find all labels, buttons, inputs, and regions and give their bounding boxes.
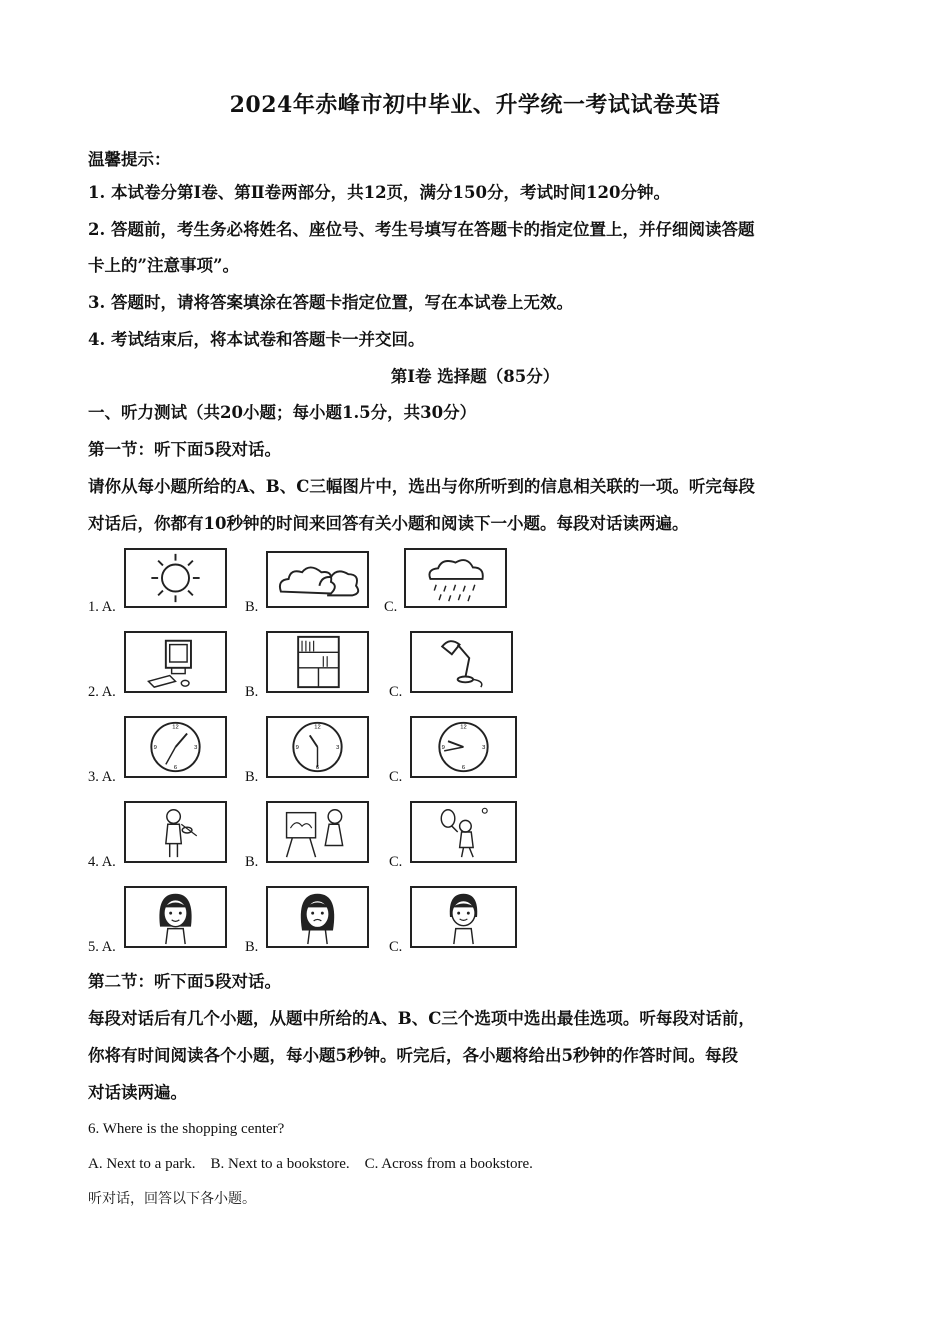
- tips-heading: 温馨提示：: [88, 150, 171, 169]
- svg-text:6: 6: [315, 765, 320, 772]
- svg-text:12: 12: [172, 724, 179, 731]
- q3-c-label: C.: [389, 769, 403, 785]
- q2-label: 2. A.: [88, 684, 116, 700]
- q1-label: 1. A.: [88, 599, 116, 615]
- q3-label: 3. A.: [88, 769, 116, 785]
- tip-1: 1. 本试卷分第Ⅰ卷、第Ⅱ卷两部分，共12页，满分150分，考试时间120分钟。: [88, 183, 670, 202]
- q6-options: A. Next to a park. B. Next to a bookstore. C. Across from a bookstore.: [88, 1156, 533, 1172]
- cloudy-icon[interactable]: [266, 551, 369, 608]
- volume-heading: 第Ⅰ卷 选择题（85分）: [390, 367, 560, 386]
- clock-icon[interactable]: [266, 716, 369, 778]
- tip-2-cont: 卡上的”注意事项”。: [88, 256, 239, 275]
- listening-note: 听对话，回答以下各小题。: [88, 1191, 256, 1207]
- svg-text:9: 9: [153, 744, 157, 751]
- q4-label: 4. A.: [88, 854, 116, 870]
- long-hair-girl-icon[interactable]: [266, 886, 369, 948]
- section2-instruction-2: 你将有时间阅读各个小题，每小题5秒钟。听完后，各小题将给出5秒钟的作答时间。每段: [88, 1046, 738, 1065]
- tip-3: 3. 答题时，请将答案填涂在答题卡指定位置，写在本试卷上无效。: [88, 293, 573, 312]
- svg-text:12: 12: [314, 724, 321, 731]
- section2-instruction-1: 每段对话后有几个小题，从题中所给的A、B、C三个选项中选出最佳选项。听每段对话前，: [88, 1009, 755, 1028]
- q1-c-label: C.: [384, 599, 398, 615]
- q1-b-label: B.: [245, 599, 259, 615]
- part1-heading: 一、听力测试（共20小题；每小题1.5分，共30分）: [88, 403, 477, 422]
- rainy-icon[interactable]: [404, 548, 507, 608]
- svg-text:6: 6: [173, 765, 178, 772]
- q5-c-label: C.: [389, 939, 403, 955]
- q5-b-label: B.: [245, 939, 259, 955]
- long-hair-girl-icon[interactable]: [124, 886, 227, 948]
- section1-instruction-1: 请你从每小题所给的A、B、C三幅图片中，选出与你所听到的信息相关联的一项。听完每段: [88, 477, 755, 496]
- q4-b-label: B.: [245, 854, 259, 870]
- svg-text:3: 3: [336, 744, 340, 751]
- sun-icon[interactable]: [124, 548, 227, 608]
- clock-icon[interactable]: [410, 716, 517, 778]
- svg-text:6: 6: [461, 765, 466, 772]
- q4-c-label: C.: [389, 854, 403, 870]
- clock-icon[interactable]: [124, 716, 227, 778]
- tennis-girl-icon[interactable]: [410, 801, 517, 863]
- bookcase-icon[interactable]: [266, 631, 369, 693]
- tip-2: 2. 答题前，考生务必将姓名、座位号、考生号填写在答题卡的指定位置上，并仔细阅读答题: [88, 220, 755, 239]
- svg-text:3: 3: [482, 744, 486, 751]
- svg-text:12: 12: [460, 724, 467, 731]
- tip-4: 4. 考试结束后，将本试卷和答题卡一并交回。: [88, 330, 425, 349]
- exam-title: 2024年赤峰市初中毕业、升学统一考试试卷英语: [229, 92, 721, 118]
- violin-girl-icon[interactable]: [124, 801, 227, 863]
- painting-boy-icon[interactable]: [266, 801, 369, 863]
- svg-text:9: 9: [295, 744, 299, 751]
- q2-b-label: B.: [245, 684, 259, 700]
- section2-instruction-3: 对话读两遍。: [88, 1083, 187, 1102]
- svg-text:9: 9: [441, 744, 445, 751]
- q5-label: 5. A.: [88, 939, 116, 955]
- q6-question: 6. Where is the shopping center?: [88, 1121, 285, 1137]
- section2-heading: 第二节：听下面5段对话。: [88, 972, 281, 991]
- short-hair-girl-icon[interactable]: [410, 886, 517, 948]
- q3-b-label: B.: [245, 769, 259, 785]
- desk-lamp-icon[interactable]: [410, 631, 513, 693]
- section1-heading: 第一节：听下面5段对话。: [88, 440, 281, 459]
- computer-icon[interactable]: [124, 631, 227, 693]
- section1-instruction-2: 对话后，你都有10秒钟的时间来回答有关小题和阅读下一小题。每段对话读两遍。: [88, 514, 689, 533]
- q2-c-label: C.: [389, 684, 403, 700]
- svg-text:3: 3: [194, 744, 198, 751]
